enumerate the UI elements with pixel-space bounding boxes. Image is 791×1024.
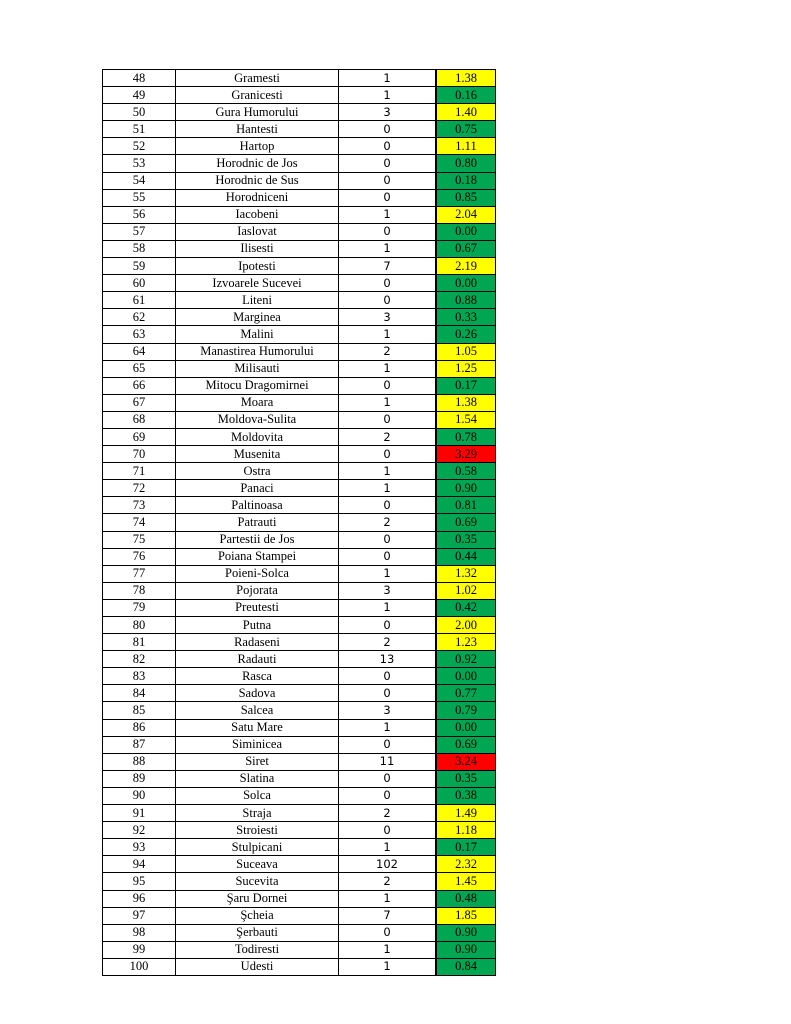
locality-name-cell: Granicesti [176, 87, 339, 104]
table-row [103, 428, 496, 445]
case-count-cell: 1 [339, 839, 436, 856]
row-number-cell: 77 [103, 565, 176, 582]
locality-name-cell: Sucevita [176, 873, 339, 890]
row-number-cell: 93 [103, 839, 176, 856]
table-row [103, 377, 496, 394]
case-count-cell: 7 [339, 907, 436, 924]
row-number-cell: 48 [103, 70, 176, 87]
rate-cell: 1.40 [437, 104, 496, 121]
rate-cell: 0.00 [437, 668, 496, 685]
rate-cell: 1.49 [437, 805, 496, 822]
case-count-cell: 0 [339, 822, 436, 839]
row-number-cell: 81 [103, 634, 176, 651]
case-count-cell: 0 [339, 223, 436, 240]
rate-cell: 1.11 [437, 138, 496, 155]
rate-cell: 0.33 [437, 309, 496, 326]
row-number-cell: 63 [103, 326, 176, 343]
case-count-cell: 7 [339, 258, 436, 275]
case-count-cell: 0 [339, 924, 436, 941]
rate-cell: 1.23 [437, 634, 496, 651]
rate-cell: 0.44 [437, 548, 496, 565]
rate-cell: 0.67 [437, 240, 496, 257]
row-number-cell: 52 [103, 138, 176, 155]
table-row [103, 668, 496, 685]
table-row [103, 787, 496, 804]
rate-cell: 0.00 [437, 223, 496, 240]
rate-cell: 1.45 [437, 873, 496, 890]
locality-name-cell: Siminicea [176, 736, 339, 753]
locality-name-cell: Poiana Stampei [176, 548, 339, 565]
case-count-cell: 0 [339, 668, 436, 685]
rate-cell: 1.18 [437, 822, 496, 839]
table-row [103, 104, 496, 121]
rate-cell: 0.88 [437, 292, 496, 309]
table-row [103, 138, 496, 155]
case-count-cell: 0 [339, 377, 436, 394]
rate-cell: 0.90 [437, 480, 496, 497]
case-count-cell: 1 [339, 360, 436, 377]
row-number-cell: 50 [103, 104, 176, 121]
case-count-cell: 1 [339, 394, 436, 411]
case-count-cell: 0 [339, 685, 436, 702]
locality-name-cell: Marginea [176, 309, 339, 326]
case-count-cell: 2 [339, 873, 436, 890]
case-count-cell: 0 [339, 275, 436, 292]
locality-name-cell: Satu Mare [176, 719, 339, 736]
locality-name-cell: Ilisesti [176, 240, 339, 257]
table-row [103, 839, 496, 856]
table-row [103, 240, 496, 257]
row-number-cell: 100 [103, 958, 176, 975]
locality-name-cell: Musenita [176, 446, 339, 463]
case-count-cell: 11 [339, 753, 436, 770]
rate-cell: 0.90 [437, 941, 496, 958]
row-number-cell: 95 [103, 873, 176, 890]
locality-name-cell: Izvoarele Sucevei [176, 275, 339, 292]
table-row [103, 599, 496, 616]
row-number-cell: 99 [103, 941, 176, 958]
case-count-cell: 0 [339, 189, 436, 206]
row-number-cell: 98 [103, 924, 176, 941]
rate-cell: 0.18 [437, 172, 496, 189]
table-row [103, 411, 496, 428]
locality-name-cell: Horodniceni [176, 189, 339, 206]
case-count-cell: 1 [339, 240, 436, 257]
case-count-cell: 0 [339, 121, 436, 138]
table-row [103, 634, 496, 651]
rate-cell: 0.26 [437, 326, 496, 343]
locality-name-cell: Straja [176, 805, 339, 822]
locality-name-cell: Radaseni [176, 634, 339, 651]
case-count-cell: 1 [339, 890, 436, 907]
locality-name-cell: Panaci [176, 480, 339, 497]
row-number-cell: 88 [103, 753, 176, 770]
table-row [103, 206, 496, 223]
rate-cell: 0.90 [437, 924, 496, 941]
table-row [103, 258, 496, 275]
locality-name-cell: Hantesti [176, 121, 339, 138]
case-count-cell: 1 [339, 326, 436, 343]
case-count-cell: 0 [339, 411, 436, 428]
case-count-cell: 2 [339, 343, 436, 360]
table-row [103, 292, 496, 309]
locality-name-cell: Partestii de Jos [176, 531, 339, 548]
row-number-cell: 85 [103, 702, 176, 719]
case-count-cell: 2 [339, 514, 436, 531]
table-row [103, 497, 496, 514]
case-count-cell: 1 [339, 463, 436, 480]
table-row [103, 685, 496, 702]
row-number-cell: 75 [103, 531, 176, 548]
case-count-cell: 3 [339, 104, 436, 121]
table-row [103, 582, 496, 599]
row-number-cell: 96 [103, 890, 176, 907]
case-count-cell: 0 [339, 155, 436, 172]
rate-cell: 0.84 [437, 958, 496, 975]
rate-cell: 3.29 [437, 446, 496, 463]
table-row [103, 360, 496, 377]
case-count-cell: 0 [339, 497, 436, 514]
row-number-cell: 89 [103, 770, 176, 787]
row-number-cell: 79 [103, 599, 176, 616]
rate-cell: 0.00 [437, 719, 496, 736]
locality-table-container [102, 69, 496, 976]
row-number-cell: 84 [103, 685, 176, 702]
table-row [103, 548, 496, 565]
table-row [103, 70, 496, 87]
case-count-cell: 0 [339, 787, 436, 804]
rate-cell: 1.38 [437, 394, 496, 411]
case-count-cell: 1 [339, 941, 436, 958]
locality-name-cell: Putna [176, 617, 339, 634]
case-count-cell: 0 [339, 138, 436, 155]
table-row [103, 223, 496, 240]
row-number-cell: 87 [103, 736, 176, 753]
rate-cell: 1.85 [437, 907, 496, 924]
rate-cell: 0.17 [437, 839, 496, 856]
locality-name-cell: Manastirea Humorului [176, 343, 339, 360]
case-count-cell: 1 [339, 70, 436, 87]
table-row [103, 480, 496, 497]
rate-cell: 2.00 [437, 617, 496, 634]
row-number-cell: 71 [103, 463, 176, 480]
locality-name-cell: Milisauti [176, 360, 339, 377]
rate-cell: 0.80 [437, 155, 496, 172]
locality-name-cell: Pojorata [176, 582, 339, 599]
table-row [103, 736, 496, 753]
case-count-cell: 3 [339, 702, 436, 719]
row-number-cell: 51 [103, 121, 176, 138]
locality-name-cell: Şcheia [176, 907, 339, 924]
case-count-cell: 0 [339, 446, 436, 463]
case-count-cell: 3 [339, 309, 436, 326]
row-number-cell: 67 [103, 394, 176, 411]
locality-name-cell: Stroiesti [176, 822, 339, 839]
case-count-cell: 0 [339, 292, 436, 309]
rate-cell: 1.25 [437, 360, 496, 377]
rate-cell: 0.00 [437, 275, 496, 292]
locality-name-cell: Mitocu Dragomirnei [176, 377, 339, 394]
rate-cell: 0.77 [437, 685, 496, 702]
table-row [103, 924, 496, 941]
case-count-cell: 13 [339, 651, 436, 668]
row-number-cell: 91 [103, 805, 176, 822]
locality-name-cell: Moldovita [176, 428, 339, 445]
table-row [103, 770, 496, 787]
locality-name-cell: Sadova [176, 685, 339, 702]
row-number-cell: 82 [103, 651, 176, 668]
table-row [103, 958, 496, 975]
table-row [103, 343, 496, 360]
row-number-cell: 65 [103, 360, 176, 377]
rate-cell: 0.92 [437, 651, 496, 668]
locality-name-cell: Gramesti [176, 70, 339, 87]
table-row [103, 309, 496, 326]
locality-name-cell: Suceava [176, 856, 339, 873]
table-row [103, 172, 496, 189]
table-row [103, 873, 496, 890]
rate-cell: 1.54 [437, 411, 496, 428]
table-row [103, 514, 496, 531]
case-count-cell: 0 [339, 548, 436, 565]
locality-name-cell: Horodnic de Sus [176, 172, 339, 189]
row-number-cell: 72 [103, 480, 176, 497]
row-number-cell: 70 [103, 446, 176, 463]
table-row [103, 651, 496, 668]
locality-name-cell: Salcea [176, 702, 339, 719]
table-row [103, 907, 496, 924]
locality-name-cell: Iaslovat [176, 223, 339, 240]
rate-cell: 0.38 [437, 787, 496, 804]
table-row [103, 822, 496, 839]
row-number-cell: 86 [103, 719, 176, 736]
case-count-cell: 1 [339, 565, 436, 582]
table-row [103, 753, 496, 770]
rate-cell: 1.02 [437, 582, 496, 599]
rate-cell: 3.24 [437, 753, 496, 770]
table-row [103, 155, 496, 172]
locality-name-cell: Paltinoasa [176, 497, 339, 514]
rate-cell: 1.38 [437, 70, 496, 87]
row-number-cell: 74 [103, 514, 176, 531]
locality-name-cell: Ipotesti [176, 258, 339, 275]
rate-cell: 1.05 [437, 343, 496, 360]
row-number-cell: 62 [103, 309, 176, 326]
locality-name-cell: Moara [176, 394, 339, 411]
locality-rates-table [102, 69, 496, 976]
rate-cell: 0.75 [437, 121, 496, 138]
row-number-cell: 56 [103, 206, 176, 223]
row-number-cell: 73 [103, 497, 176, 514]
rate-cell: 0.35 [437, 770, 496, 787]
row-number-cell: 49 [103, 87, 176, 104]
row-number-cell: 59 [103, 258, 176, 275]
locality-name-cell: Preutesti [176, 599, 339, 616]
case-count-cell: 0 [339, 531, 436, 548]
locality-name-cell: Moldova-Sulita [176, 411, 339, 428]
table-row [103, 275, 496, 292]
locality-name-cell: Iacobeni [176, 206, 339, 223]
locality-name-cell: Poieni-Solca [176, 565, 339, 582]
row-number-cell: 76 [103, 548, 176, 565]
case-count-cell: 0 [339, 617, 436, 634]
row-number-cell: 55 [103, 189, 176, 206]
row-number-cell: 69 [103, 428, 176, 445]
case-count-cell: 102 [339, 856, 436, 873]
case-count-cell: 0 [339, 736, 436, 753]
table-row [103, 394, 496, 411]
case-count-cell: 2 [339, 805, 436, 822]
rate-cell: 1.32 [437, 565, 496, 582]
row-number-cell: 54 [103, 172, 176, 189]
row-number-cell: 97 [103, 907, 176, 924]
table-row [103, 446, 496, 463]
table-row [103, 565, 496, 582]
row-number-cell: 53 [103, 155, 176, 172]
row-number-cell: 90 [103, 787, 176, 804]
rate-cell: 0.16 [437, 87, 496, 104]
row-number-cell: 66 [103, 377, 176, 394]
row-number-cell: 78 [103, 582, 176, 599]
rate-cell: 2.04 [437, 206, 496, 223]
table-row [103, 890, 496, 907]
case-count-cell: 0 [339, 770, 436, 787]
case-count-cell: 0 [339, 172, 436, 189]
locality-name-cell: Malini [176, 326, 339, 343]
row-number-cell: 61 [103, 292, 176, 309]
row-number-cell: 68 [103, 411, 176, 428]
row-number-cell: 94 [103, 856, 176, 873]
locality-name-cell: Slatina [176, 770, 339, 787]
case-count-cell: 1 [339, 87, 436, 104]
table-row [103, 719, 496, 736]
rate-cell: 0.81 [437, 497, 496, 514]
rate-cell: 0.17 [437, 377, 496, 394]
rate-cell: 0.78 [437, 428, 496, 445]
locality-name-cell: Patrauti [176, 514, 339, 531]
locality-name-cell: Rasca [176, 668, 339, 685]
locality-name-cell: Siret [176, 753, 339, 770]
row-number-cell: 80 [103, 617, 176, 634]
table-row [103, 189, 496, 206]
case-count-cell: 2 [339, 634, 436, 651]
row-number-cell: 64 [103, 343, 176, 360]
locality-name-cell: Horodnic de Jos [176, 155, 339, 172]
locality-name-cell: Hartop [176, 138, 339, 155]
case-count-cell: 3 [339, 582, 436, 599]
table-body [103, 70, 496, 976]
case-count-cell: 1 [339, 206, 436, 223]
table-row [103, 702, 496, 719]
rate-cell: 0.69 [437, 736, 496, 753]
rate-cell: 0.79 [437, 702, 496, 719]
row-number-cell: 92 [103, 822, 176, 839]
locality-name-cell: Radauti [176, 651, 339, 668]
table-row [103, 805, 496, 822]
rate-cell: 0.48 [437, 890, 496, 907]
case-count-cell: 1 [339, 719, 436, 736]
locality-name-cell: Todiresti [176, 941, 339, 958]
locality-name-cell: Ostra [176, 463, 339, 480]
row-number-cell: 57 [103, 223, 176, 240]
case-count-cell: 1 [339, 958, 436, 975]
table-row [103, 856, 496, 873]
locality-name-cell: Stulpicani [176, 839, 339, 856]
locality-name-cell: Gura Humorului [176, 104, 339, 121]
case-count-cell: 1 [339, 599, 436, 616]
rate-cell: 2.19 [437, 258, 496, 275]
rate-cell: 0.42 [437, 599, 496, 616]
table-row [103, 463, 496, 480]
table-row [103, 941, 496, 958]
table-row [103, 87, 496, 104]
rate-cell: 0.85 [437, 189, 496, 206]
locality-name-cell: Şerbauti [176, 924, 339, 941]
case-count-cell: 2 [339, 428, 436, 445]
locality-name-cell: Liteni [176, 292, 339, 309]
table-row [103, 326, 496, 343]
locality-name-cell: Şaru Dornei [176, 890, 339, 907]
locality-name-cell: Solca [176, 787, 339, 804]
table-row [103, 617, 496, 634]
rate-cell: 0.69 [437, 514, 496, 531]
table-row [103, 121, 496, 138]
rate-cell: 0.58 [437, 463, 496, 480]
case-count-cell: 1 [339, 480, 436, 497]
row-number-cell: 58 [103, 240, 176, 257]
row-number-cell: 60 [103, 275, 176, 292]
rate-cell: 2.32 [437, 856, 496, 873]
table-row [103, 531, 496, 548]
locality-name-cell: Udesti [176, 958, 339, 975]
row-number-cell: 83 [103, 668, 176, 685]
rate-cell: 0.35 [437, 531, 496, 548]
